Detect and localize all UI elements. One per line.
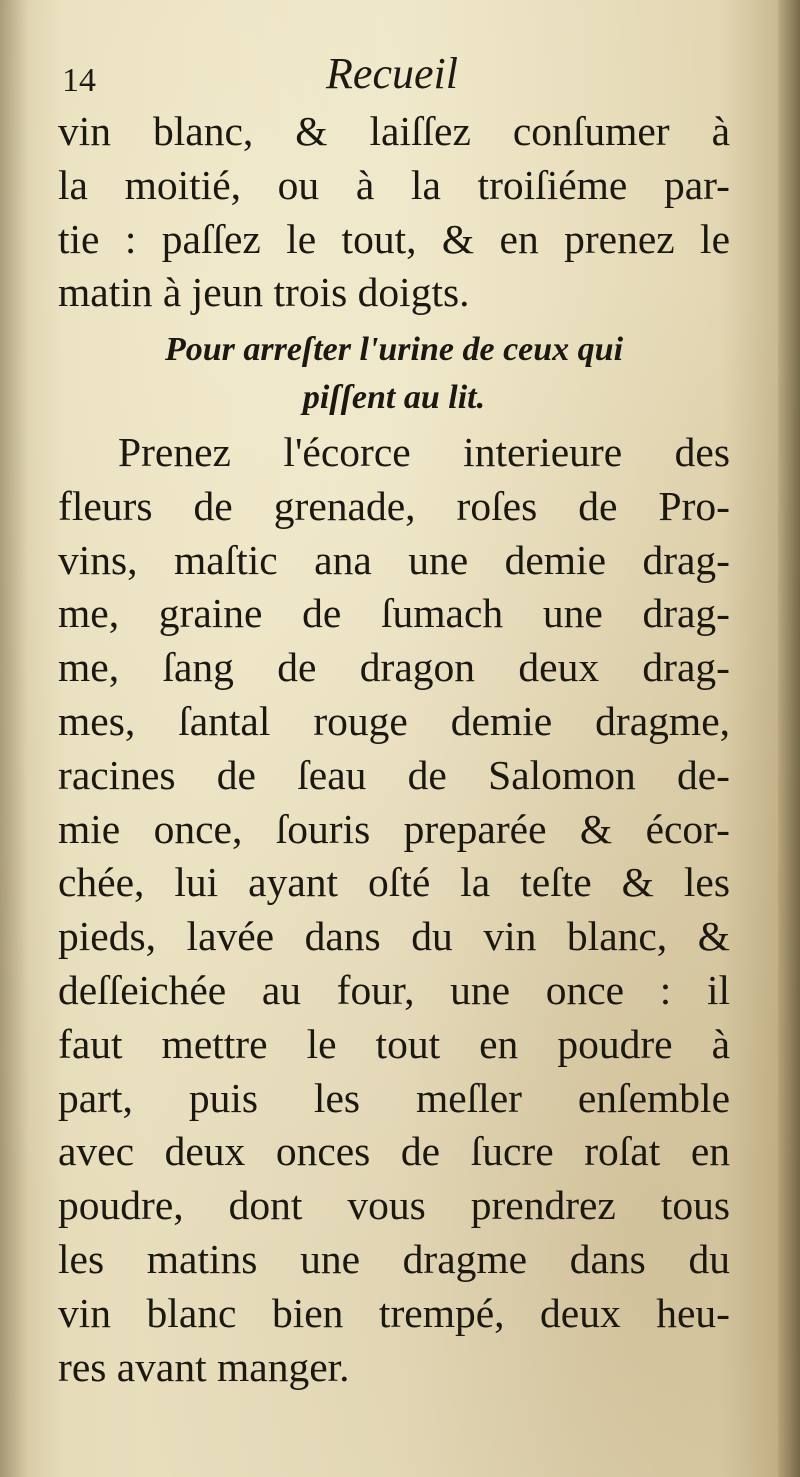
page-number: 14 — [62, 62, 96, 99]
page-edge-shadow — [778, 0, 800, 1477]
text-line: me, ſang de dragon deux drag- — [58, 644, 730, 691]
text-line: deſſeichée au four, une once : il — [58, 966, 730, 1013]
heading-line: Pour arreſter l'urine de ceux qui — [164, 331, 624, 368]
text-line: vins, maſtic ana une demie drag- — [58, 536, 730, 583]
running-title: Recueil — [326, 49, 458, 98]
text-line: part, puis les meſler enſemble — [58, 1074, 730, 1121]
text-line: mie once, ſouris preparée & écor- — [58, 805, 730, 852]
text-line: pieds, lavée dans du vin blanc, & — [58, 913, 730, 960]
text-line: faut mettre le tout en poudre à — [58, 1020, 730, 1067]
text-line: les matins une dragme dans du — [58, 1235, 730, 1282]
page-gutter-shadow — [0, 0, 28, 1477]
text-line: poudre, dont vous prendrez tous — [58, 1182, 730, 1229]
text-line: Prenez l'écorce interieure des — [118, 429, 730, 475]
text-line: avec deux onces de ſucre roſat en — [58, 1128, 730, 1175]
recipe-heading — [58, 326, 730, 422]
recipe-paragraph — [58, 426, 730, 1394]
text-line: me, graine de ſumach une drag- — [58, 590, 730, 637]
text-line: vin blanc, & laiſſez conſumer à — [58, 108, 730, 154]
text-line: racines de ſeau de Salomon de- — [58, 751, 730, 798]
text-line: tie : paſſez le tout, & en prenez le — [58, 215, 730, 262]
text-line: res avant manger. — [58, 1343, 350, 1390]
text-line: fleurs de grenade, roſes de Pro- — [58, 482, 730, 529]
intro-paragraph — [58, 105, 730, 320]
heading-line: piſſent au lit. — [302, 379, 486, 416]
text-line: vin blanc bien trempé, deux heu- — [58, 1289, 730, 1336]
text-line: mes, ſantal rouge demie dragme, — [58, 697, 730, 744]
text-line: la moitié, ou à la troiſiéme par- — [58, 161, 730, 208]
text-line: chée, lui ayant oſté la teſte & les — [58, 859, 730, 906]
page-header — [62, 44, 722, 104]
text-line: matin à jeun trois doigts. — [58, 269, 470, 316]
